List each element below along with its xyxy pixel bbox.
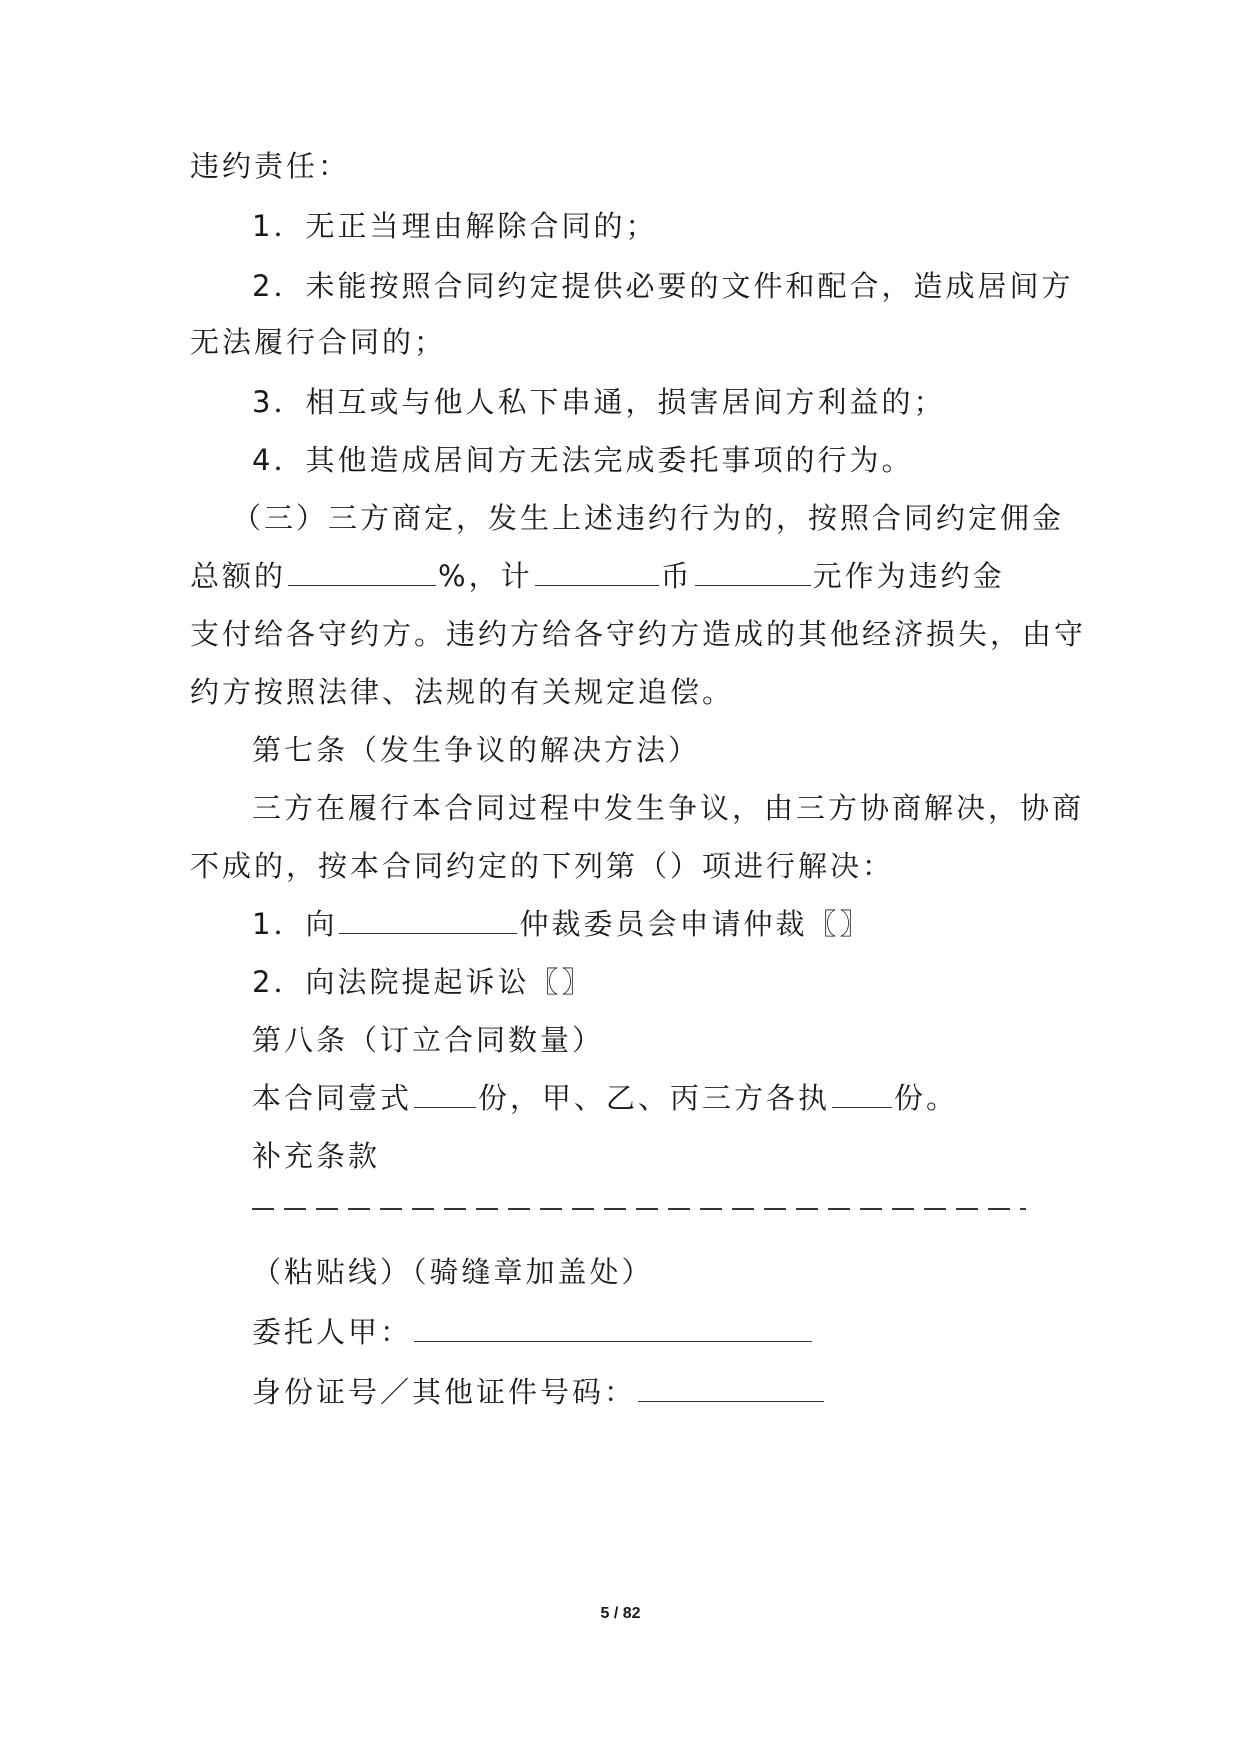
penalty-paragraph-line-3: 约方按照法律、法规的有关规定追偿。 [190,675,735,709]
clause-item-2-continued: 无法履行合同的； [190,325,447,359]
currency-blank[interactable] [535,559,659,586]
penalty-paragraph-line-2: 支付给各守约方。违约方给各守约方造成的其他经济损失，由守 [190,617,1087,651]
percent-blank[interactable] [288,559,436,586]
percent-label: %，计 [438,559,533,593]
principal-a-blank[interactable] [414,1315,812,1342]
principal-a-line [252,1312,814,1352]
copies-suffix: 份。 [894,1081,959,1115]
supplementary-clauses-heading: 补充条款 [252,1139,381,1173]
contract-copies-line [252,1078,958,1118]
amount-label: 元作为违约金 [812,559,1005,593]
currency-label: 币 [660,559,693,593]
clause-item-1: 1．无正当理由解除合同的； [252,209,658,243]
page-number: 5 / 82 [600,1605,641,1622]
each-party-copies-blank[interactable] [832,1081,892,1108]
arbitration-suffix: 仲裁委员会申请仲裁〖〗 [519,907,872,941]
clause-item-4: 4．其他造成居间方无法完成委托事项的行为。 [252,443,914,477]
id-number-line [252,1372,826,1412]
penalty-line [190,556,1005,596]
arbitration-commission-blank[interactable] [339,907,517,934]
article-7-heading: 第七条（发生争议的解决方法） [252,733,701,767]
id-number-blank[interactable] [638,1375,824,1402]
total-copies-blank[interactable] [414,1081,476,1108]
dispute-paragraph-line-1: 三方在履行本合同过程中发生争议，由三方协商解决，协商 [252,791,1085,825]
clause-section-3: （三）三方商定，发生上述违约行为的，按照合同约定佣金 [232,501,1065,535]
dispute-paragraph-line-2: 不成的，按本合同约定的下列第（）项进行解决： [190,849,895,883]
principal-a-label: 委托人甲： [252,1315,413,1349]
copies-middle: 份，甲、乙、丙三方各执 [478,1081,831,1115]
amount-blank[interactable] [695,559,811,586]
paste-dashed-line [252,1208,1026,1210]
clause-item-3: 3．相互或与他人私下串通，损害居间方利益的； [252,385,946,419]
dispute-option-arbitration [252,904,871,944]
clause-item-2: 2．未能按照合同约定提供必要的文件和配合，造成居间方 [252,269,1074,303]
article-8-heading: 第八条（订立合同数量） [252,1023,605,1057]
penalty-total-label: 总额的 [190,559,287,593]
id-number-label: 身份证号／其他证件号码： [252,1375,637,1409]
dispute-option-litigation: 2．向法院提起诉讼〖〗 [252,965,594,999]
arbitration-prefix: 1．向 [252,907,338,941]
copies-prefix: 本合同壹式 [252,1081,413,1115]
paste-line-label: （粘贴线）（骑缝章加盖处） [252,1255,654,1289]
clause-heading-breach-liability: 违约责任： [190,149,351,183]
